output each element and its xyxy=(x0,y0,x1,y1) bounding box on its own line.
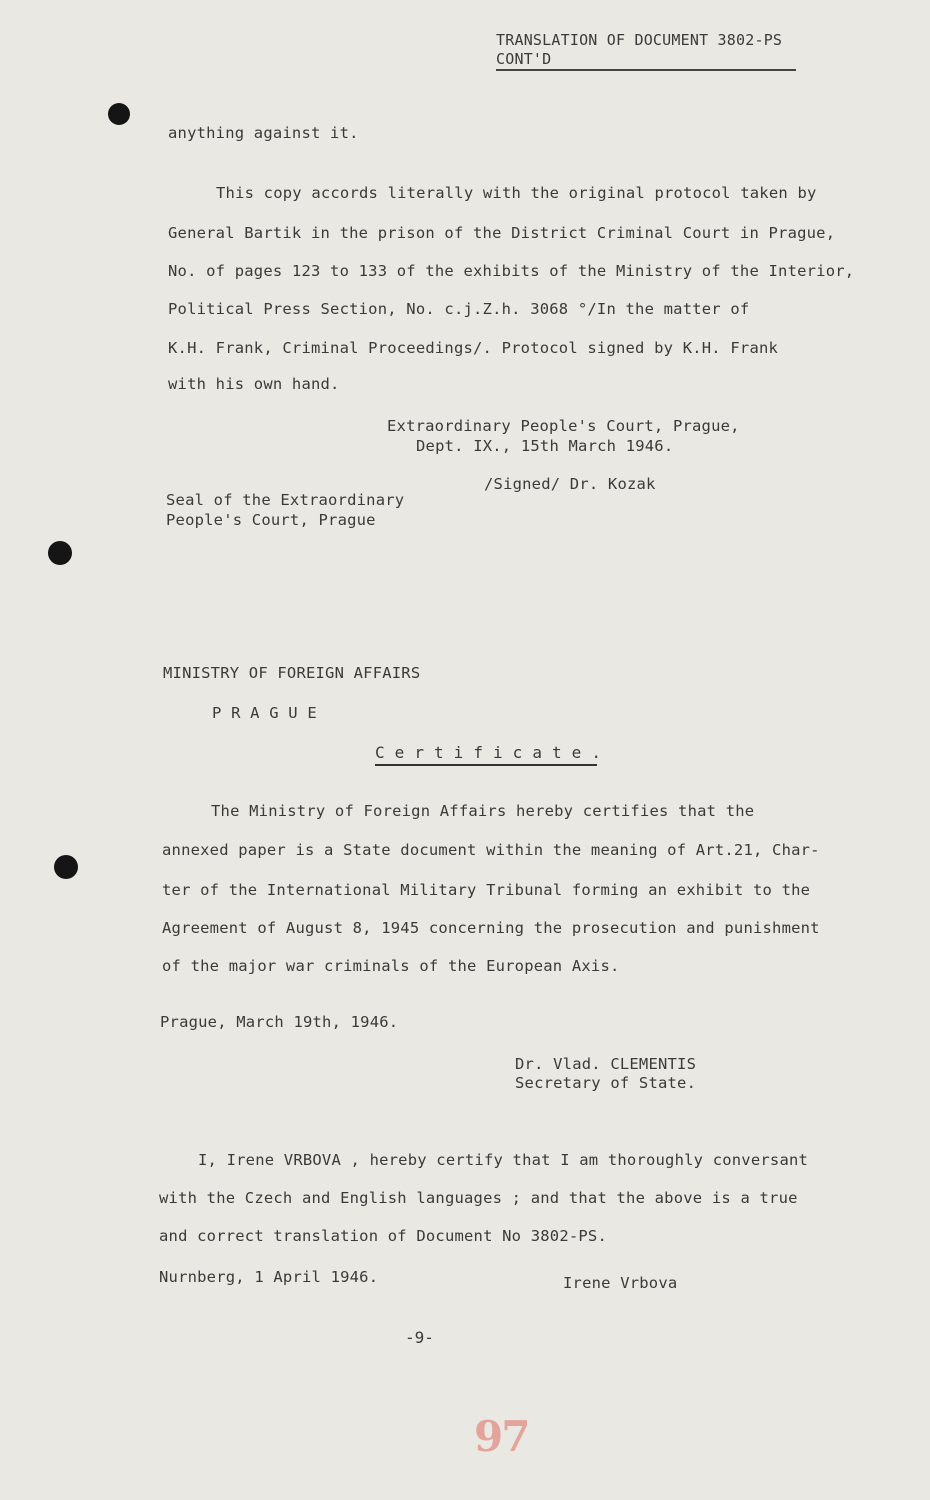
ministry-title: MINISTRY OF FOREIGN AFFAIRS xyxy=(163,664,421,682)
translator-name: Irene Vrbova xyxy=(563,1274,678,1292)
protocol-line-2: General Bartik in the prison of the District Criminal Court in Prague, xyxy=(168,224,836,242)
minister-name: Dr. Vlad. CLEMENTIS xyxy=(515,1055,697,1073)
header-contd: CONT'D xyxy=(496,50,552,68)
certificate-line-3: ter of the International Military Tribunal forming an exhibit to the xyxy=(162,881,811,899)
seal-line-2: People's Court, Prague xyxy=(166,511,376,529)
protocol-line-5: K.H. Frank, Criminal Proceedings/. Protocol signed by K.H. Frank xyxy=(168,339,779,357)
court-name: Extraordinary People's Court, Prague, xyxy=(387,417,740,435)
signed-line: /Signed/ Dr. Kozak xyxy=(484,475,656,493)
court-dept-date: Dept. IX., 15th March 1946. xyxy=(416,437,674,455)
minister-title: Secretary of State. xyxy=(515,1074,697,1092)
certificate-heading: C e r t i f i c a t e . xyxy=(375,743,602,762)
header-title: TRANSLATION OF DOCUMENT 3802-PS xyxy=(496,31,783,49)
certificate-line-4: Agreement of August 8, 1945 concerning the prosecution and punishment xyxy=(162,919,820,937)
certificate-line-2: annexed paper is a State document within the meaning of Art.21, Char- xyxy=(162,841,820,859)
protocol-line-4: Political Press Section, No. c.j.Z.h. 3068 °/In the matter of xyxy=(168,300,750,318)
handwritten-number: 97 xyxy=(474,1412,529,1461)
certificate-underline xyxy=(375,764,597,766)
certificate-date: Prague, March 19th, 1946. xyxy=(160,1013,399,1031)
translator-line-3: and correct translation of Document No 3802-PS. xyxy=(159,1227,607,1245)
page-number: -9- xyxy=(405,1328,434,1347)
punch-hole-bottom xyxy=(54,855,78,879)
protocol-line-6: with his own hand. xyxy=(168,375,340,393)
punch-hole-middle xyxy=(48,541,72,565)
ministry-city: P R A G U E xyxy=(212,704,317,722)
certificate-line-1: The Ministry of Foreign Affairs hereby certifies that the xyxy=(211,802,755,820)
translator-line-1: I, Irene VRBOVA , hereby certify that I am thoroughly conversant xyxy=(198,1151,809,1169)
header-rule xyxy=(496,69,796,71)
continuation-text: anything against it. xyxy=(168,124,359,142)
translator-place-date: Nurnberg, 1 April 1946. xyxy=(159,1268,379,1286)
protocol-line-3: No. of pages 123 to 133 of the exhibits of the Ministry of the Interior, xyxy=(168,262,855,280)
translator-line-2: with the Czech and English languages ; and that the above is a true xyxy=(159,1189,798,1207)
protocol-line-1: This copy accords literally with the original protocol taken by xyxy=(216,184,817,202)
punch-hole-top xyxy=(108,103,130,125)
seal-line-1: Seal of the Extraordinary xyxy=(166,491,405,509)
certificate-line-5: of the major war criminals of the European Axis. xyxy=(162,957,620,975)
